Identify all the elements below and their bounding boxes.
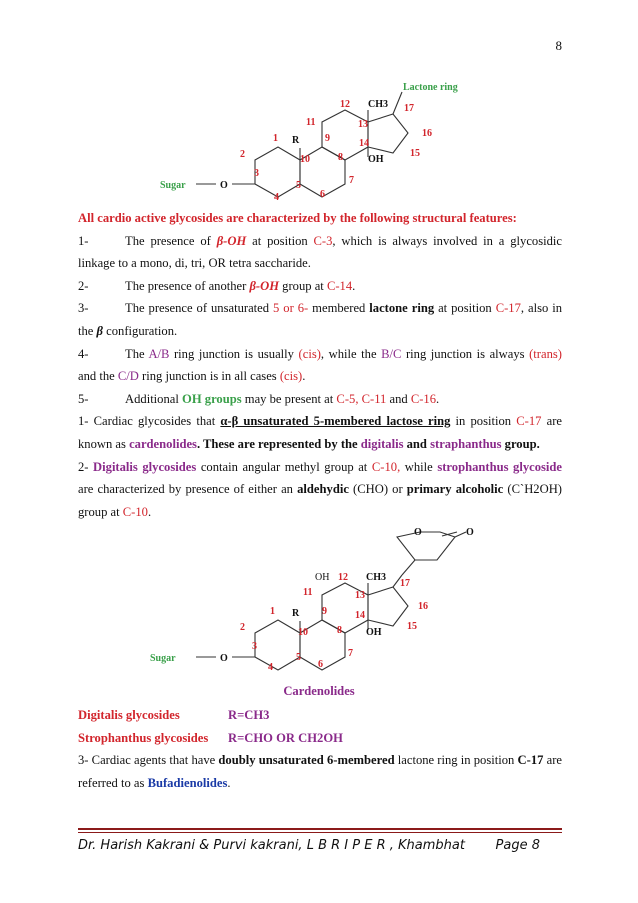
carbon-number: 11 xyxy=(306,117,316,128)
r-group-label: R xyxy=(292,135,300,146)
carbon-number: 13 xyxy=(358,119,368,130)
carbon-number: 4 xyxy=(268,662,273,673)
lactone-ring-label: Lactone ring xyxy=(403,82,458,93)
sugar-label: Sugar xyxy=(160,180,186,191)
carbon-number: 12 xyxy=(340,99,350,110)
carbon-number: 14 xyxy=(359,138,369,149)
oh-label: OH xyxy=(366,627,382,638)
feature-2: 2- The presence of another β-OH group at C-14. xyxy=(78,278,356,293)
carbon-number: 6 xyxy=(318,659,323,670)
feature-3: 3- The presence of unsaturated 5 or 6- membered lactone ring at position C-17, also in the β configuration. xyxy=(78,301,563,338)
feature-1: 1- The presence of β-OH at position C-3, which is always involved in a glycosidic linkage to a mono, di, tri, OR tetra saccharide. xyxy=(78,233,562,271)
carbon-number: 5 xyxy=(296,180,301,191)
oh-label: OH xyxy=(368,154,384,165)
oxygen-label: O xyxy=(220,180,228,191)
carbonyl-oxygen-label: O xyxy=(466,527,474,538)
carbon-number: 4 xyxy=(274,192,279,200)
carbon-number: 3 xyxy=(254,168,259,179)
ch3-label: CH3 xyxy=(368,99,388,110)
carbon-number: 7 xyxy=(349,175,354,186)
paragraph-digitalis: 2- Digitalis glycosides contain angular methyl group at C-10, while strophanthus glycoside are characterized by presence of either an aldehydic (CHO) or primary alcoholic (C`H2OH) group at C-10. xyxy=(78,459,563,519)
carbon-number: 17 xyxy=(400,578,410,589)
paragraph-cardenolides: 1- Cardiac glycosides that α-β unsaturated 5-membered lactose ring in position C-17 are known as cardenolides. These are represented by the digitalis and straphanthus group. xyxy=(78,414,562,451)
features-section xyxy=(78,207,562,523)
carbon-number: 9 xyxy=(325,133,330,144)
carbon-number: 11 xyxy=(303,587,313,598)
carbon-number: 1 xyxy=(270,606,275,617)
carbon-number: 2 xyxy=(240,149,245,160)
rgroups-section xyxy=(78,704,562,794)
carbon-number: 10 xyxy=(300,154,310,165)
feature-4: 4- The A/B ring junction is usually (cis), while the B/C ring junction is always (trans) and the C/D ring junction is in all cases (cis). xyxy=(78,346,562,384)
carbon-number: 5 xyxy=(296,652,301,663)
r-group-label: R xyxy=(292,608,300,619)
carbon-number: 7 xyxy=(348,648,353,659)
oh-top-label: OH xyxy=(315,572,330,583)
footer-divider xyxy=(78,832,562,833)
carbon-number: 2 xyxy=(240,622,245,633)
carbon-number: 14 xyxy=(355,610,365,621)
feature-5: 5- Additional OH groups may be present at C-5, C-11 and C-16. xyxy=(78,391,440,406)
footer xyxy=(78,838,562,853)
intro-text: All cardio active glycosides are characterized by the following structural features: xyxy=(78,211,517,225)
carbon-number: 1 xyxy=(273,133,278,144)
oxygen-label: O xyxy=(220,653,228,664)
carbon-number: 16 xyxy=(422,128,432,139)
carbon-number: 13 xyxy=(355,590,365,601)
cardenolide-diagram xyxy=(0,520,638,680)
carbon-number: 9 xyxy=(322,606,327,617)
carbon-number: 16 xyxy=(418,601,428,612)
carbon-number: 6 xyxy=(320,189,325,200)
carbon-number: 15 xyxy=(410,148,420,159)
carbon-number: 3 xyxy=(252,641,257,652)
footer-divider xyxy=(78,828,562,830)
carbon-number: 17 xyxy=(404,103,414,114)
lactone-oxygen-label: O xyxy=(414,527,422,538)
page-number: 8 xyxy=(555,38,562,53)
ch3-label: CH3 xyxy=(366,572,386,583)
carbon-number: 12 xyxy=(338,572,348,583)
footer-page: Page 8 xyxy=(495,838,540,853)
diagram-caption: Cardenolides xyxy=(283,684,355,698)
rgroup-row: Strophanthus glycosides R=CHO OR CH2OH xyxy=(78,730,343,745)
footer-authors: Dr. Harish Kakrani & Purvi kakrani, L B R I P E R , Khambhat xyxy=(78,838,465,853)
carbon-number: 15 xyxy=(407,621,417,632)
carbon-number: 10 xyxy=(298,627,308,638)
paragraph-bufadienolides: 3- Cardiac agents that have doubly unsaturated 6-membered lactone ring in position C-17 are referred to as Bufadienolides. xyxy=(78,753,562,790)
steroid-diagram-top xyxy=(0,70,638,200)
sugar-label: Sugar xyxy=(150,653,176,664)
carbon-number: 8 xyxy=(338,152,343,163)
rgroup-row: Digitalis glycosides R=CH3 xyxy=(78,708,270,722)
carbon-number: 8 xyxy=(337,625,342,636)
